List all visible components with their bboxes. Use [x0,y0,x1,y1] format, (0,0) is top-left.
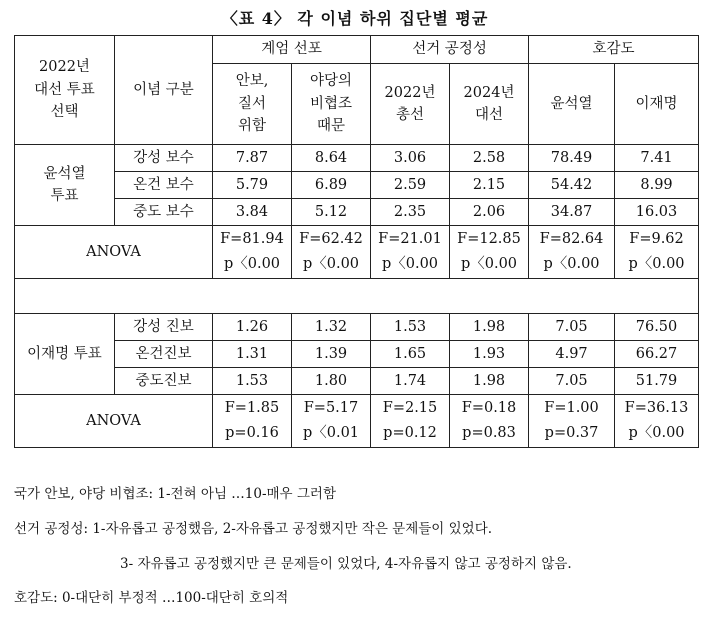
row-label: 강성 진보 [115,314,213,341]
row-label: 온건진보 [115,341,213,368]
header-col: 야당의 비협조 때문 [292,64,371,145]
table-cell: 1.74 [371,368,450,395]
anova-cell: F=0.18 p=0.83 [450,395,529,448]
table-cell: 1.53 [371,314,450,341]
note-line: 3- 자유롭고 공정했지만 큰 문제들이 있었다, 4-자유롭지 않고 공정하지 않음. [120,556,572,572]
table-cell: 1.53 [213,368,292,395]
header-col: 안보, 질서 위함 [213,64,292,145]
group-label-lee: 이재명 투표 [15,314,115,395]
table-cell: 5.12 [292,199,371,226]
header-col: 2024년 대선 [450,64,529,145]
anova-cell: F=5.17 p〈0.01 [292,395,371,448]
anova-cell: F=36.13 p〈0.00 [615,395,699,448]
header-group-election-fairness: 선거 공정성 [371,36,529,64]
table-cell: 2.58 [450,145,529,172]
header-group-martial-law: 계엄 선포 [213,36,371,64]
table-cell: 5.79 [213,172,292,199]
table-cell: 66.27 [615,341,699,368]
header-group-favorability: 호감도 [529,36,699,64]
table-cell: 1.31 [213,341,292,368]
header-ideology: 이념 구분 [115,36,213,145]
table-cell: 7.05 [529,314,615,341]
table-cell: 1.98 [450,368,529,395]
anova-cell: F=81.94 p〈0.00 [213,226,292,279]
table-cell: 3.06 [371,145,450,172]
note-line: 선거 공정성: 1-자유롭고 공정했음, 2-자유롭고 공정했지만 작은 문제들이 있었다. [14,521,493,537]
table-cell: 1.93 [450,341,529,368]
table-cell: 76.50 [615,314,699,341]
anova-cell: F=1.85 p=0.16 [213,395,292,448]
table-title: 〈표 4〉 각 이념 하위 집단별 평균 [221,9,489,28]
table-cell: 8.64 [292,145,371,172]
separator-row [15,279,699,314]
group-label-yoon: 윤석열 투표 [15,145,115,226]
table-cell: 1.26 [213,314,292,341]
anova-cell: F=21.01 p〈0.00 [371,226,450,279]
table-cell: 7.05 [529,368,615,395]
table-cell: 1.98 [450,314,529,341]
means-table [14,35,699,448]
row-label: 온건 보수 [115,172,213,199]
table-cell: 1.65 [371,341,450,368]
anova-cell: F=12.85 p〈0.00 [450,226,529,279]
table-cell: 34.87 [529,199,615,226]
table-cell: 8.99 [615,172,699,199]
table-cell: 2.35 [371,199,450,226]
table-cell: 51.79 [615,368,699,395]
table-cell: 16.03 [615,199,699,226]
anova-label: ANOVA [15,226,213,279]
row-label: 강성 보수 [115,145,213,172]
table-cell: 2.59 [371,172,450,199]
table-cell: 1.80 [292,368,371,395]
header-col: 윤석열 [529,64,615,145]
table-cell: 78.49 [529,145,615,172]
table-cell: 1.39 [292,341,371,368]
anova-cell: F=62.42 p〈0.00 [292,226,371,279]
anova-cell: F=82.64 p〈0.00 [529,226,615,279]
header-col: 2022년 총선 [371,64,450,145]
header-col: 이재명 [615,64,699,145]
table-cell: 7.41 [615,145,699,172]
table-cell: 54.42 [529,172,615,199]
table-cell: 4.97 [529,341,615,368]
row-label: 중도진보 [115,368,213,395]
table-cell: 7.87 [213,145,292,172]
table-cell: 1.32 [292,314,371,341]
table-cell: 6.89 [292,172,371,199]
table-cell: 2.15 [450,172,529,199]
anova-cell: F=2.15 p=0.12 [371,395,450,448]
anova-cell: F=9.62 p〈0.00 [615,226,699,279]
header-vote-choice: 2022년 대선 투표 선택 [15,36,115,145]
table-cell: 2.06 [450,199,529,226]
row-label: 중도 보수 [115,199,213,226]
note-line: 호감도: 0-대단히 부정적 …100-대단히 호의적 [14,590,289,606]
anova-cell: F=1.00 p=0.37 [529,395,615,448]
note-line: 국가 안보, 야당 비협조: 1-전혀 아님 …10-매우 그러함 [14,486,337,502]
anova-label: ANOVA [15,395,213,448]
table-cell: 3.84 [213,199,292,226]
